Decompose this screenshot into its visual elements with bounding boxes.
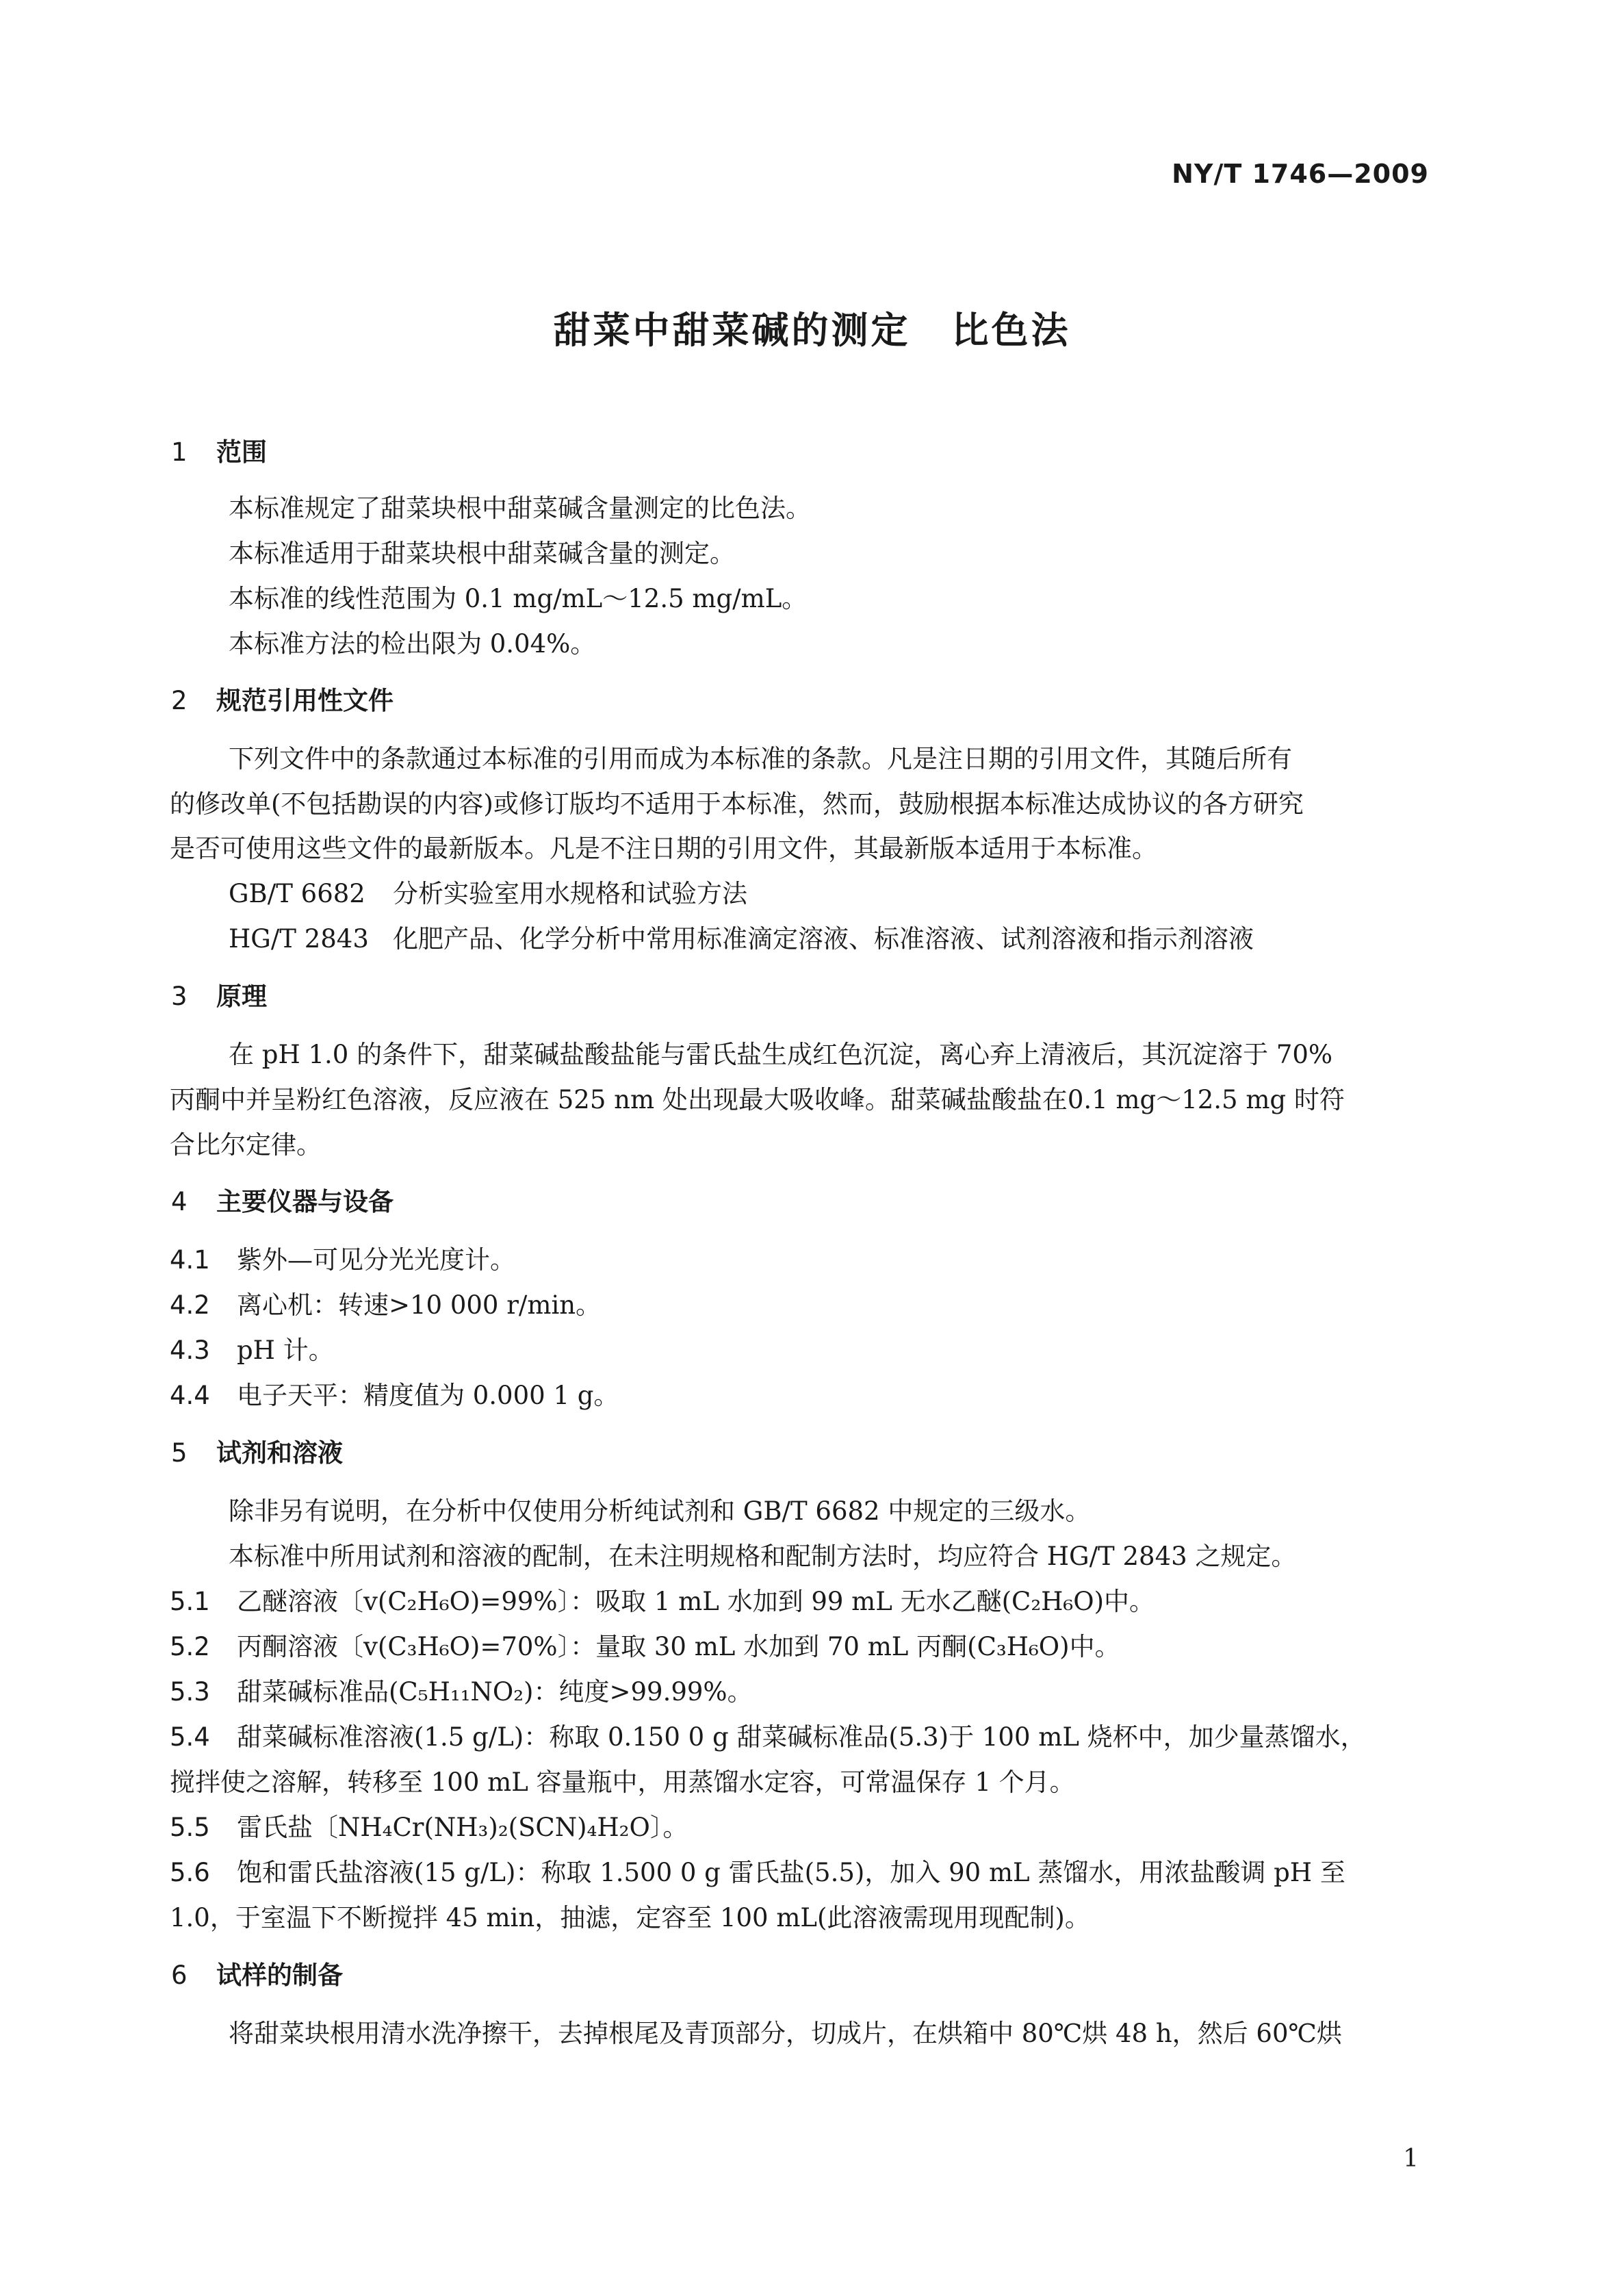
paragraph-line: 除非另有说明，在分析中仅使用分析纯试剂和 GB/T 6682 中规定的三级水。 [229, 1496, 1091, 1526]
list-item: 5.1 乙醚溶液〔v(C₂H₆O)=99%〕：吸取 1 mL 水加到 99 mL 无水乙醚(C₂H₆O)中。 [170, 1587, 1155, 1616]
list-item: 5.4 甜菜碱标准溶液(1.5 g/L)：称取 0.150 0 g 甜菜碱标准品(5.3)于 100 mL 烧杯中，加少量蒸馏水， [170, 1722, 1366, 1752]
standard-number: NY/T 1746—2009 [1172, 159, 1429, 189]
list-item: 4.2 离心机：转速>10 000 r/min。 [170, 1290, 602, 1320]
list-item: 5.3 甜菜碱标准品(C₅H₁₁NO₂)：纯度>99.99%。 [170, 1677, 753, 1707]
paragraph-line: 本标准方法的检出限为 0.04%。 [229, 629, 596, 659]
title-method: 比色法 [951, 309, 1071, 352]
paragraph-line: 是否可使用这些文件的最新版本。凡是不注日期的引用文件，其最新版本适用于本标准。 [170, 834, 1157, 863]
reference-entry: GB/T 6682 分析实验室用水规格和试验方法 [229, 879, 747, 908]
list-item: 5.5 雷氏盐〔NH₄Cr(NH₃)₂(SCN)₄H₂O〕。 [170, 1813, 688, 1842]
paragraph-line: 丙酮中并呈粉红色溶液，反应液在 525 nm 处出现最大吸收峰。甜菜碱盐酸盐在0.1 mg～12.5 mg 时符 [170, 1085, 1345, 1114]
section-heading-sample-preparation: 6 试样的制备 [171, 1961, 343, 1990]
section-heading-normative-references: 2 规范引用性文件 [171, 686, 394, 715]
list-item: 4.1 紫外—可见分光光度计。 [170, 1245, 515, 1275]
paragraph-line: 合比尔定律。 [170, 1130, 322, 1160]
paragraph-line: 本标准规定了甜菜块根中甜菜碱含量测定的比色法。 [229, 494, 811, 523]
page-number: 1 [1403, 2145, 1419, 2173]
list-item: 5.6 饱和雷氏盐溶液(15 g/L)：称取 1.500 0 g 雷氏盐(5.5)，加入 90 mL 蒸馏水，用浓盐酸调 pH 至 [170, 1858, 1345, 1887]
section-heading-reagents: 5 试剂和溶液 [171, 1438, 343, 1468]
paragraph-line: 在 pH 1.0 的条件下，甜菜碱盐酸盐能与雷氏盐生成红色沉淀，离心弃上清液后，其沉淀溶于 70% [229, 1040, 1333, 1069]
list-item: 5.2 丙酮溶液〔v(C₃H₆O)=70%〕：量取 30 mL 水加到 70 mL 丙酮(C₃H₆O)中。 [170, 1632, 1120, 1661]
paragraph-line: 下列文件中的条款通过本标准的引用而成为本标准的条款。凡是注日期的引用文件，其随后所有 [229, 744, 1292, 774]
paragraph-line: 本标准适用于甜菜块根中甜菜碱含量的测定。 [229, 539, 735, 568]
list-item-continuation: 1.0，于室温下不断搅拌 45 min，抽滤，定容至 100 mL(此溶液需现用现配制)。 [170, 1903, 1090, 1932]
section-heading-principle: 3 原理 [171, 982, 267, 1011]
paragraph-line: 将甜菜块根用清水洗净擦干，去掉根尾及青顶部分，切成片，在烘箱中 80℃烘 48 h，然后 60℃烘 [229, 2019, 1342, 2048]
section-heading-apparatus: 4 主要仪器与设备 [171, 1187, 394, 1216]
section-heading-scope: 1 范围 [171, 437, 267, 467]
list-item: 4.3 pH 计。 [170, 1336, 334, 1365]
paragraph-line: 本标准的线性范围为 0.1 mg/mL～12.5 mg/mL。 [229, 584, 808, 613]
title-main: 甜菜中甜菜碱的测定 [553, 309, 911, 352]
paragraph-line: 的修改单(不包括勘误的内容)或修订版均不适用于本标准，然而，鼓励根据本标准达成协议的各方研究 [170, 789, 1304, 819]
reference-entry: HG/T 2843 化肥产品、化学分析中常用标准滴定溶液、标准溶液、试剂溶液和指示剂溶液 [229, 924, 1254, 954]
list-item: 4.4 电子天平：精度值为 0.000 1 g。 [170, 1381, 619, 1410]
list-item-continuation: 搅拌使之溶解，转移至 100 mL 容量瓶中，用蒸馏水定容，可常温保存 1 个月。 [170, 1767, 1075, 1797]
document-title [0, 301, 1624, 354]
paragraph-line: 本标准中所用试剂和溶液的配制，在未注明规格和配制方法时，均应符合 HG/T 2843 之规定。 [229, 1542, 1297, 1571]
